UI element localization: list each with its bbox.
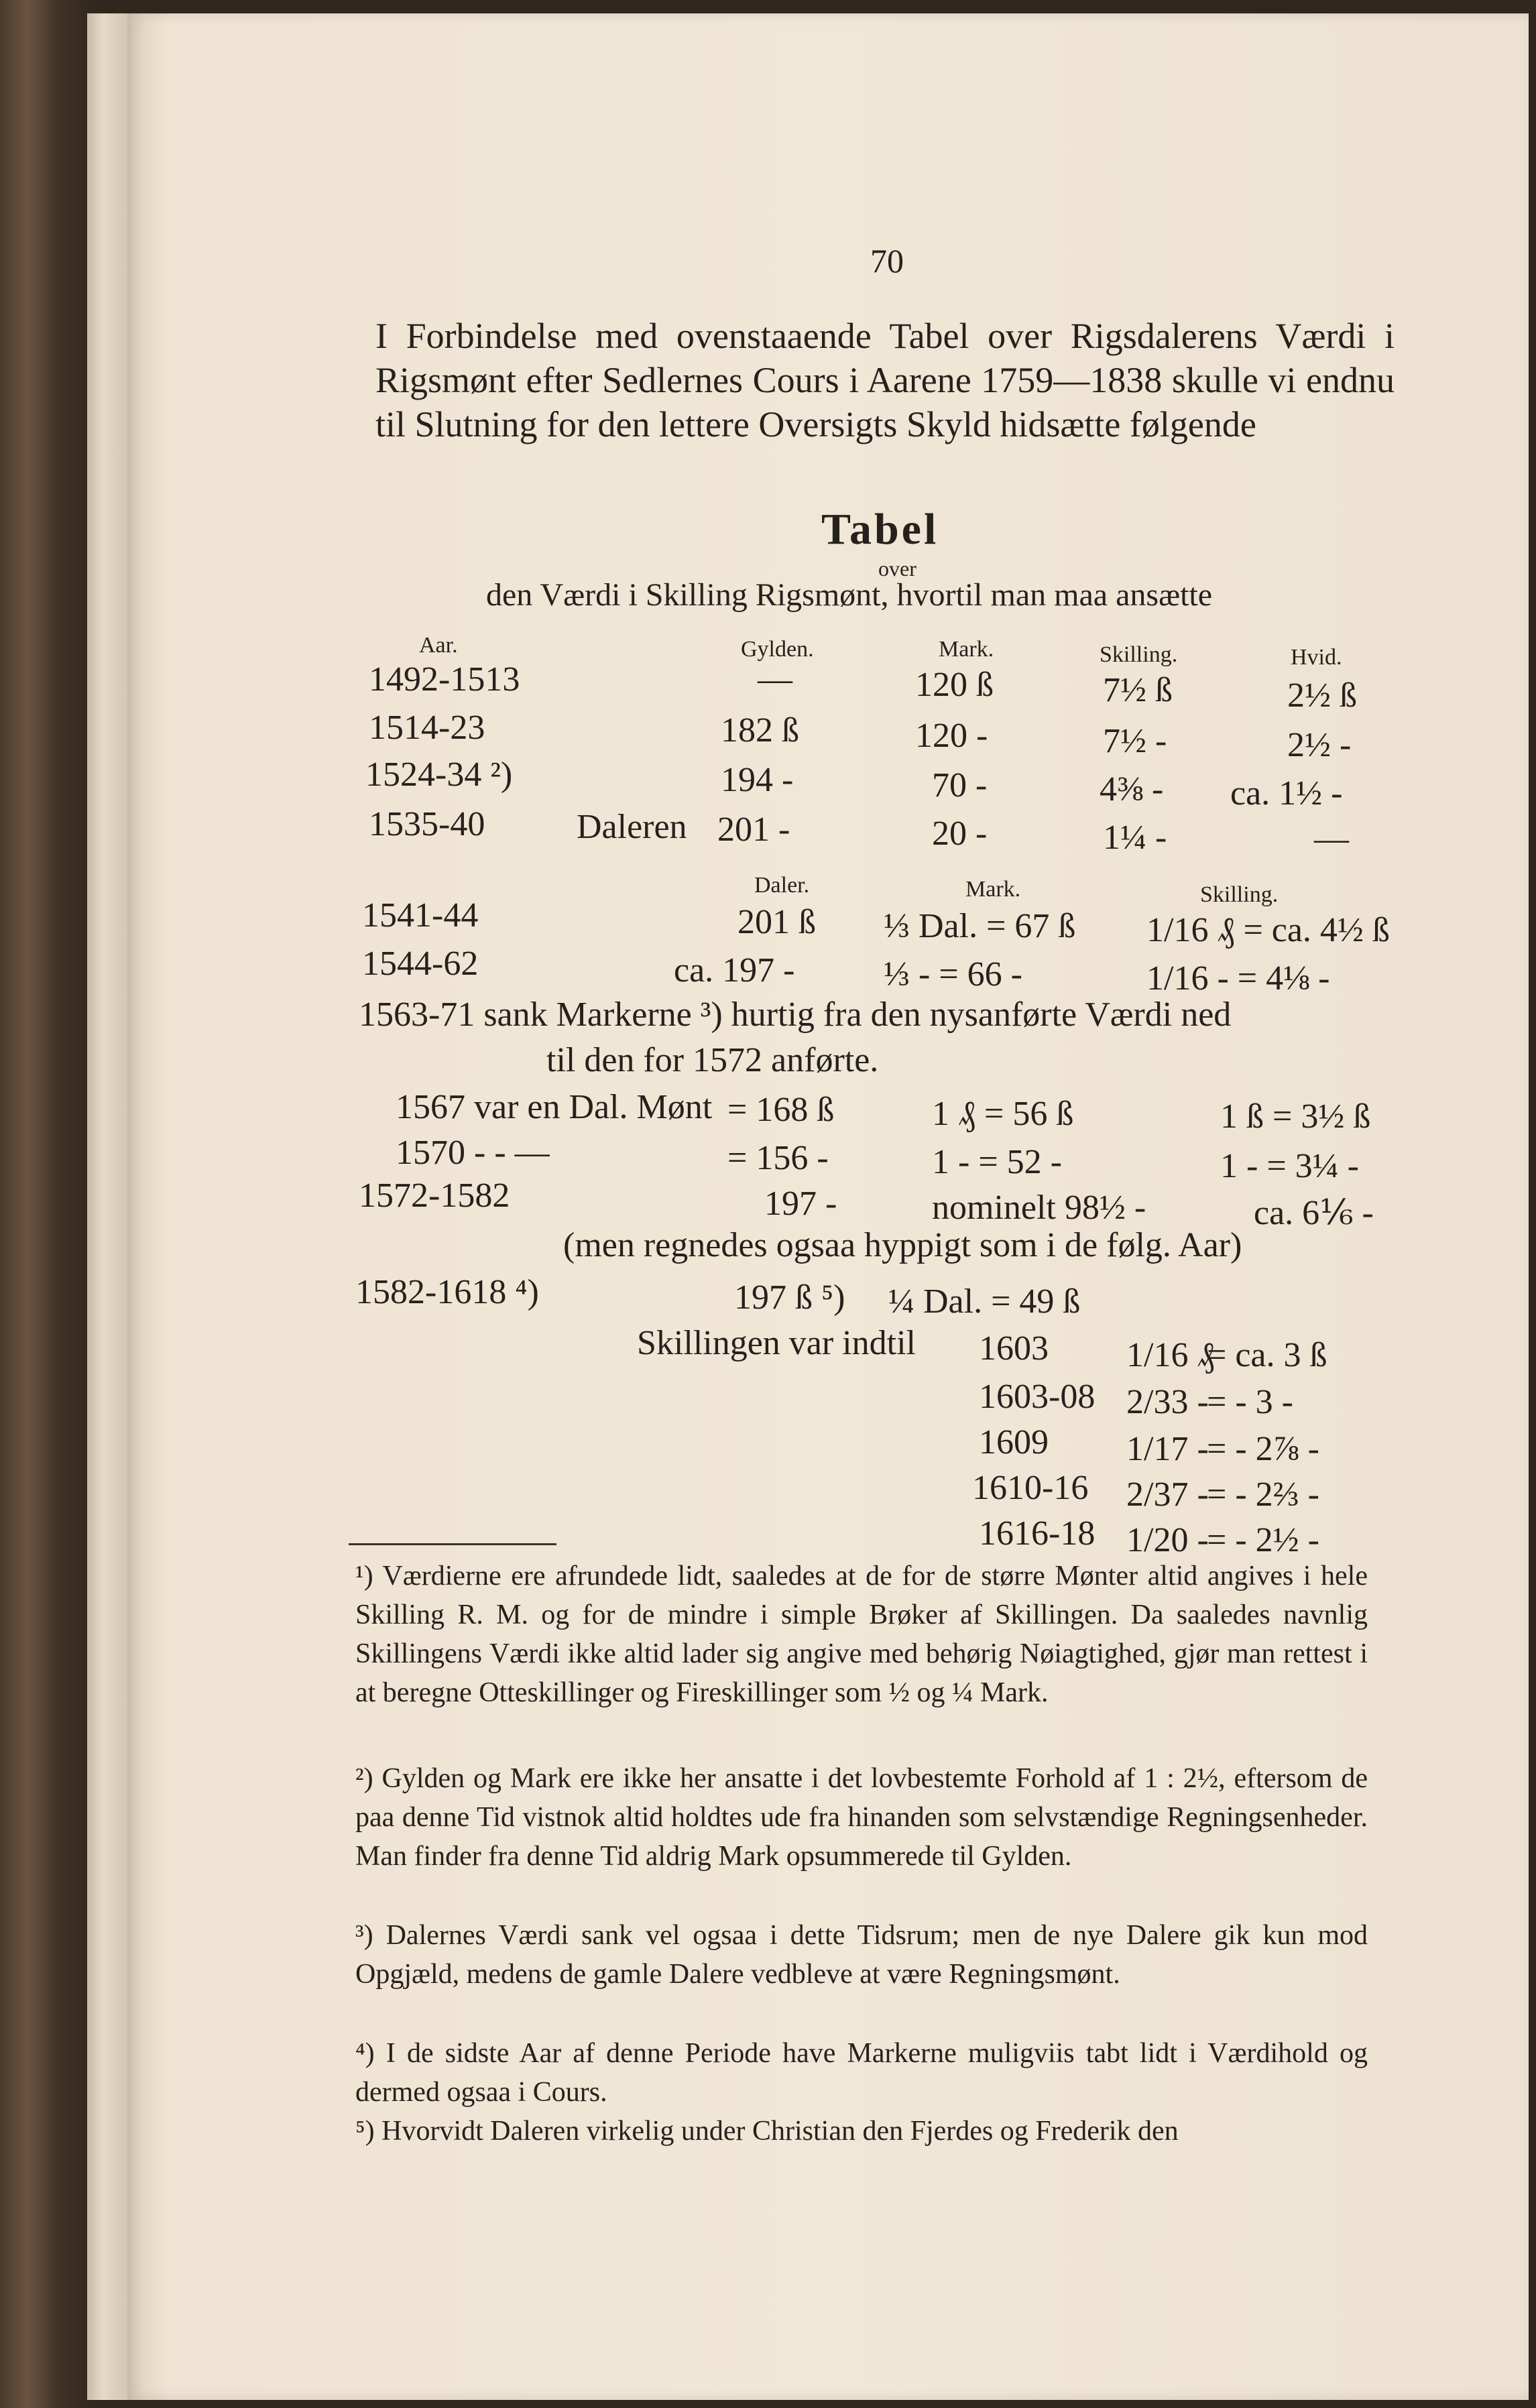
row-skilling: 7½ - (1103, 722, 1167, 760)
row-aar: 1535-40 (369, 805, 485, 843)
skilling-label: Skillingen var indtil (637, 1324, 916, 1362)
row-skilling: 7½ ß (1103, 671, 1173, 709)
row-aar: 1544-62 (362, 945, 479, 983)
footnote-text: Dalernes Værdi sank vel ogsaa i dette Tidsrum; men de nye Dalere gik kun mod Opgjæld, medens de gamle Dalere vedbleve at være Regningsmønt. (355, 1920, 1368, 1990)
row-aar: 1514-23 (369, 709, 485, 747)
row-daler: 197 ß ⁵) (734, 1278, 845, 1317)
row-val: = - 2⅞ - (1207, 1430, 1319, 1468)
row-aar: 1570 - - — (396, 1134, 550, 1172)
col-header-aar: Aar. (419, 633, 458, 658)
col-header-daler: Daler. (754, 873, 810, 898)
row-hvid: 2½ ß (1287, 676, 1357, 715)
row-frac: 2/33 - (1126, 1383, 1209, 1421)
footnote (355, 2112, 1368, 2151)
row-gylden: — (758, 660, 792, 699)
row-gylden: 201 - (717, 810, 790, 849)
page-number: 70 (870, 242, 904, 280)
row-frac: 2/37 - (1126, 1476, 1209, 1514)
row-aar: 1582-1618 ⁴) (355, 1273, 539, 1311)
row-skilling: 1 - = 3¼ - (1220, 1147, 1359, 1185)
line-1563b: til den for 1572 anførte. (546, 1041, 879, 1079)
row-skilling: 1 ß = 3½ ß (1220, 1097, 1371, 1136)
footnote (355, 1759, 1368, 1876)
row-aar: 1492-1513 (369, 660, 520, 699)
row-skilling: 4⅜ - (1100, 770, 1164, 808)
row-aar: 1567 var en Dal. Mønt (396, 1088, 713, 1126)
footnote-number: ³) (355, 1920, 373, 1951)
row-aar: 1541-44 (362, 896, 479, 935)
row-aar: 1616-18 (979, 1514, 1096, 1553)
row-daler: ca. 197 - (674, 951, 795, 989)
row-mark: 70 - (932, 766, 988, 804)
row-aar: 1603-08 (979, 1378, 1096, 1416)
col-header-hvid: Hvid. (1291, 645, 1342, 670)
footnote-text: Gylden og Mark ere ikke her ansatte i det lovbestemte Forhold af 1 : 2½, eftersom de paa denne Tid vistnok altid holdtes ude fra hinanden som selvstændige Regningsenheder. Man finder fra denne Tid aldrig Mark opsummerede til Gylden. (355, 1763, 1368, 1872)
row-mark: ⅓ - = 66 - (884, 955, 1022, 994)
row-frac: 1/20 - (1126, 1521, 1209, 1559)
row-val: = - 3 - (1207, 1383, 1293, 1421)
row-skilling: ca. 6⅙ - (1254, 1194, 1374, 1232)
footnote-number: ¹) (355, 1561, 373, 1591)
footnote (355, 2034, 1368, 2112)
table-subtitle: den Værdi i Skilling Rigsmønt, hvortil man maa ansætte (486, 577, 1213, 613)
footnote-number: ⁴) (355, 2038, 375, 2069)
row-skilling: 1/16 - = 4⅛ - (1146, 959, 1330, 998)
row-val: = - 2½ - (1207, 1521, 1319, 1559)
row-gylden: 194 - (721, 761, 794, 799)
row-skilling: 1/16 ₰ = ca. 4½ ß (1146, 911, 1390, 949)
row-mark: 120 ß (915, 666, 994, 704)
footnote-number: ²) (355, 1763, 373, 1794)
col-header-skilling: Skilling. (1100, 642, 1178, 667)
footnote-text: Hvorvidt Daleren virkelig under Christian den Fjerdes og Frederik den (381, 2116, 1179, 2147)
row-hvid: 2½ - (1287, 726, 1352, 764)
footnote-text: I de sidste Aar af denne Periode have Markerne muligviis tabt lidt i Værdihold og dermed ogsaa i Cours. (355, 2038, 1368, 2108)
footnote-text: Værdierne ere afrundede lidt, saaledes at de for de større Mønter altid angives i hele Skilling R. M. og for de mindre i simple Brøker af Skillingen. Da saaledes navnlig Skillingens Værdi ikke altid lader sig angive med behørig Nøiagtighed, gjør man rettest i at beregne Otteskillinger og Fireskillinger som ½ og ¼ Mark. (355, 1561, 1368, 1708)
row-mid: Daleren (577, 808, 687, 846)
footnote-number: ⁵) (355, 2116, 375, 2147)
row-frac: 1/17 - (1126, 1430, 1209, 1468)
col-header-mark2: Mark. (965, 877, 1021, 902)
table-over: over (878, 556, 917, 581)
row-aar: 1610-16 (972, 1469, 1089, 1507)
table-title: Tabel (821, 505, 939, 554)
row-val: = - 2⅔ - (1207, 1476, 1319, 1514)
row-aar: 1603 (979, 1329, 1049, 1368)
row-mark: 1 - = 52 - (932, 1143, 1062, 1181)
footnote-rule (349, 1543, 556, 1545)
row-hvid: ca. 1½ - (1230, 774, 1343, 812)
row-daler: 197 - (764, 1185, 837, 1223)
row-frac: 1/16 ₰ (1126, 1336, 1215, 1374)
col-header-mark: Mark. (939, 637, 994, 662)
row-val: = ca. 3 ß (1207, 1336, 1327, 1374)
row-mark: nominelt 98½ - (932, 1189, 1146, 1227)
row-mark: ¼ Dal. = 49 ß (888, 1282, 1081, 1321)
line-men: (men regnedes ogsaa hyppigt som i de følg. Aar) (563, 1226, 1242, 1264)
row-hvid: — (1314, 820, 1349, 858)
col-header-skilling2: Skilling. (1200, 882, 1279, 907)
row-aar: 1572-1582 (359, 1177, 510, 1215)
col-header-gylden: Gylden. (741, 637, 814, 662)
row-mark: 120 - (915, 717, 988, 755)
row-daler: = 168 ß (727, 1091, 835, 1129)
row-daler: 201 ß (737, 903, 816, 941)
footnote (355, 1916, 1368, 1994)
row-mark: 1 ₰ = 56 ß (932, 1095, 1074, 1133)
intro-paragraph: I Forbindelse med ovenstaaende Tabel over Rigsdalerens Værdi i Rigsmønt efter Sedlernes Cours i Aarene 1759—1838 skulle vi endnu til Slutning for den lettere Oversigts Skyld hidsætte følgende (375, 316, 1395, 444)
row-aar: 1609 (979, 1423, 1049, 1461)
line-1563: 1563-71 sank Markerne ³) hurtig fra den nysanførte Værdi ned (359, 996, 1232, 1034)
row-daler: = 156 - (727, 1139, 829, 1177)
footnote (355, 1557, 1368, 1712)
row-aar: 1524-34 ²) (365, 756, 513, 794)
row-gylden: 182 ß (721, 711, 799, 749)
row-mark: ⅓ Dal. = 67 ß (884, 907, 1076, 945)
row-skilling: 1¼ - (1103, 819, 1167, 857)
row-mark: 20 - (932, 815, 988, 853)
